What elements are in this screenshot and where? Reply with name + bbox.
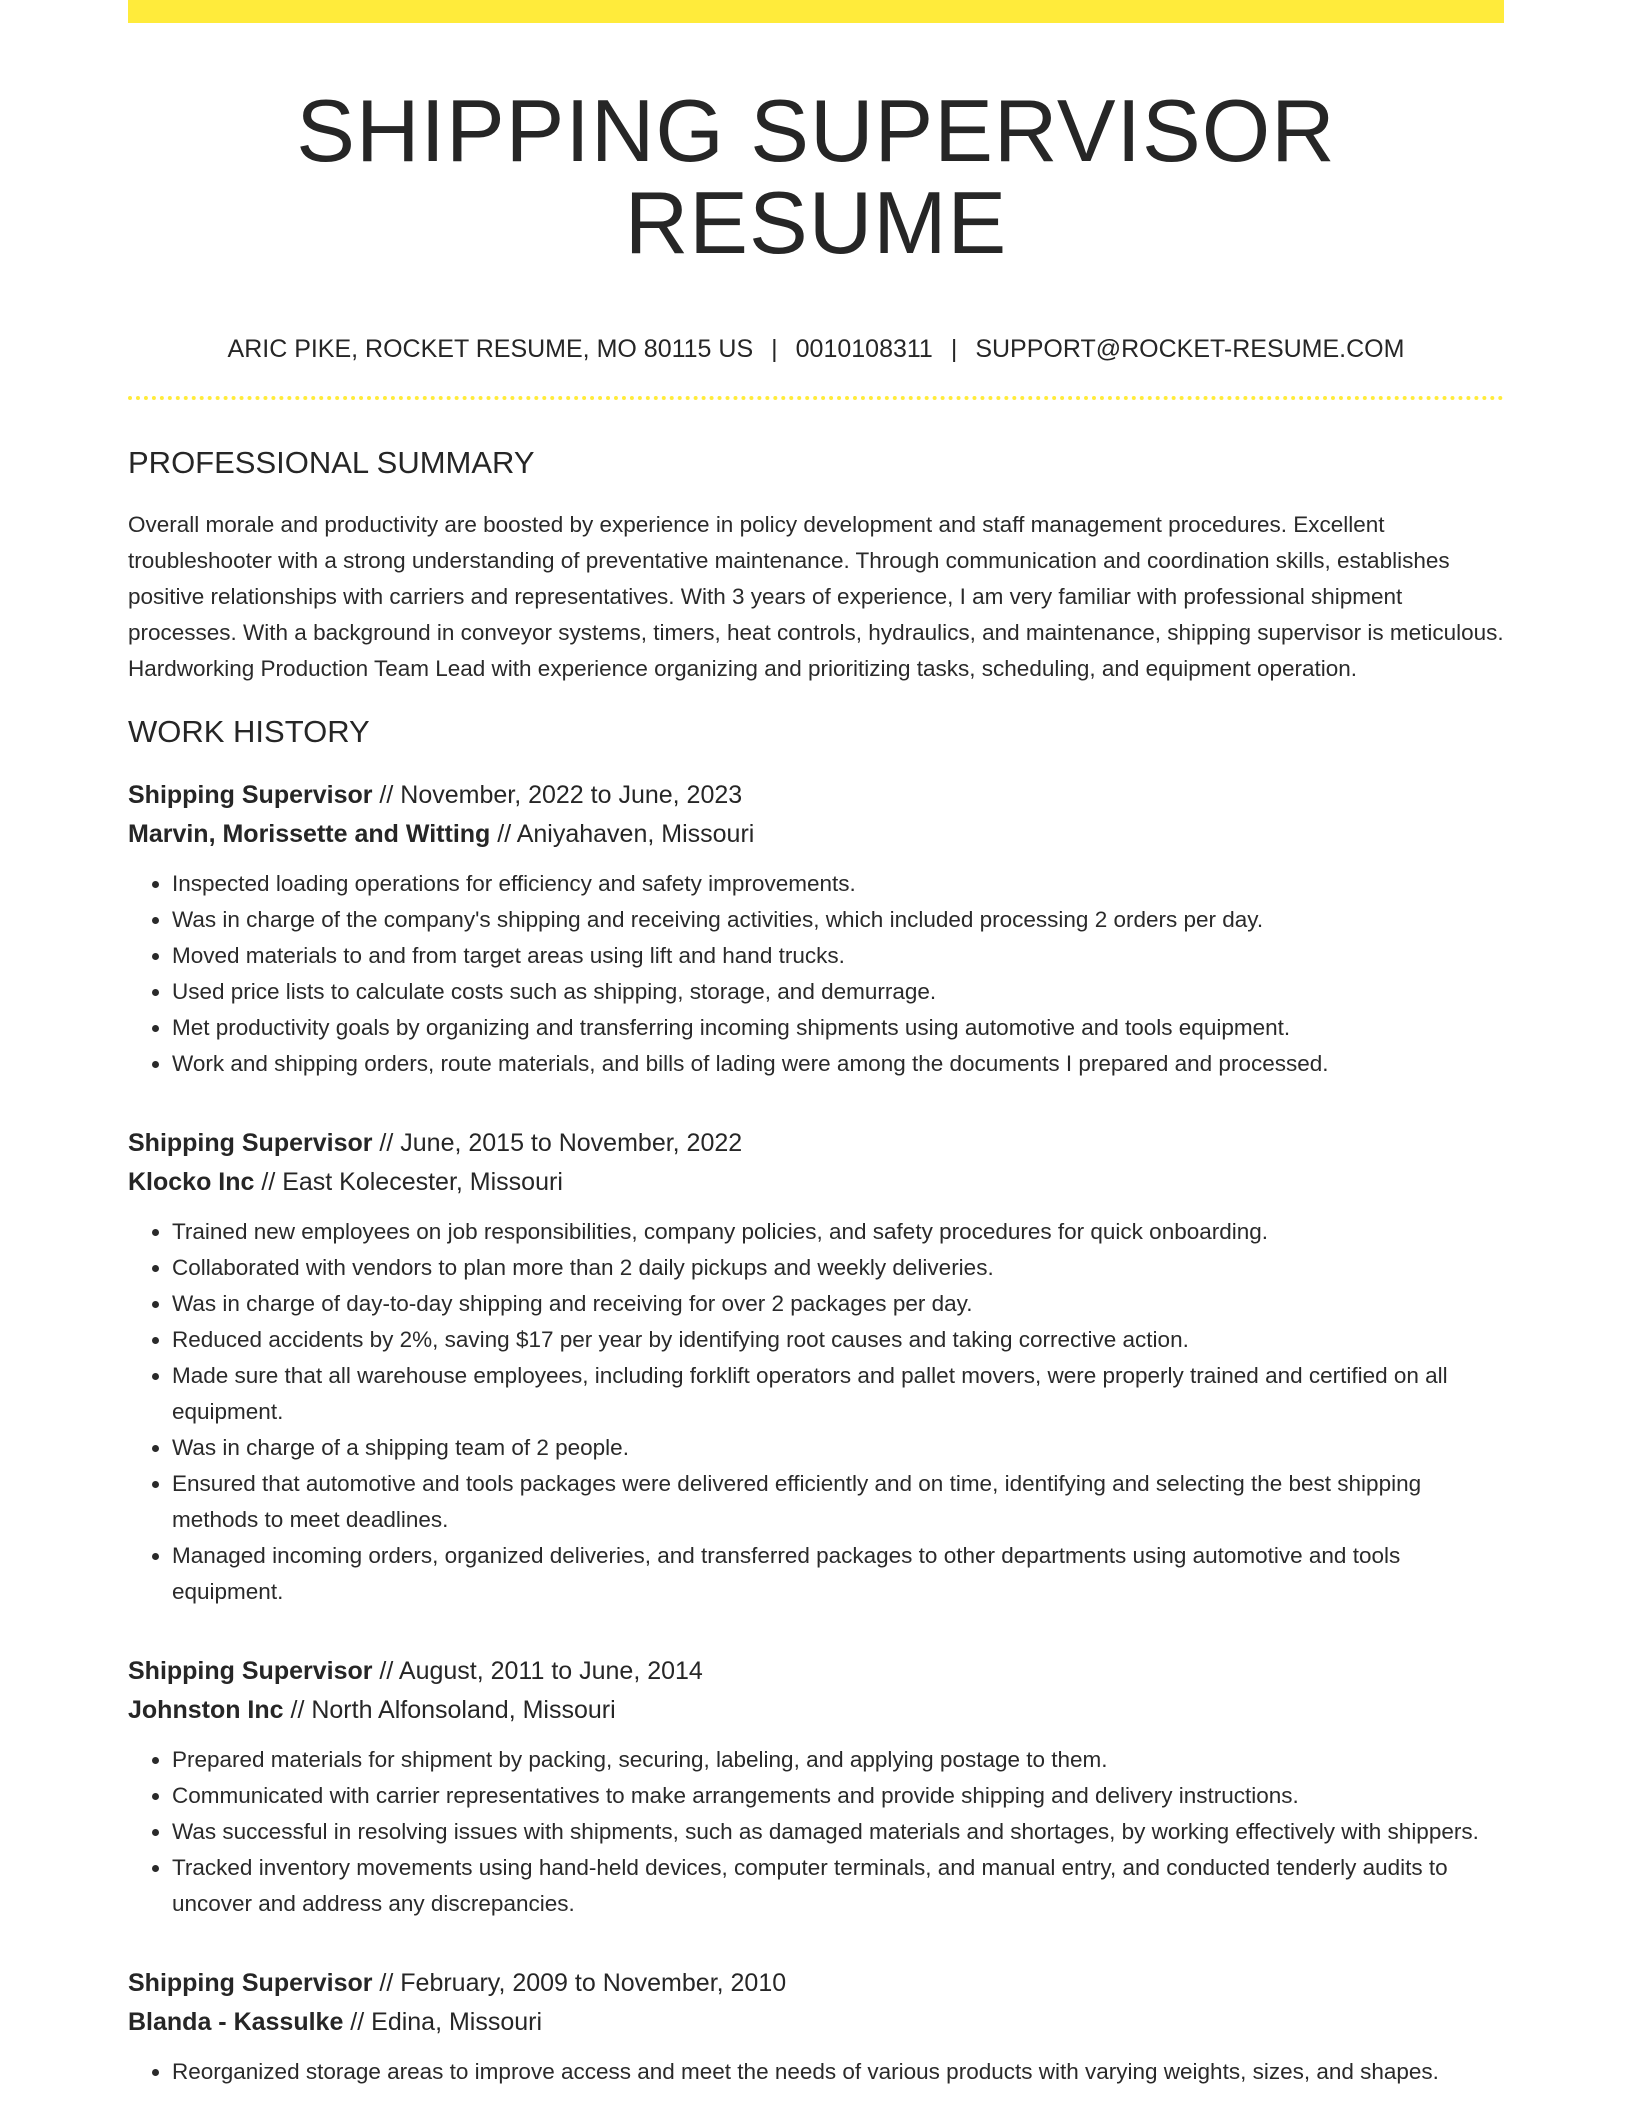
contact-address: ARIC PIKE, ROCKET RESUME, MO 80115 US (227, 334, 754, 363)
job-bullet: • Inspected loading operations for efficiency and safety improvements. (172, 866, 1504, 902)
job-bullet: • Managed incoming orders, organized deliveries, and transferred packages to other departments using automotive and tools equipment. (172, 1538, 1504, 1610)
job-bullet: • Met productivity goals by organizing and transferring incoming shipments using automotive and tools equipment. (172, 1010, 1504, 1046)
job-company: Blanda - Kassulke (128, 2008, 344, 2037)
job-title: Shipping Supervisor (128, 781, 373, 810)
contact-email: SUPPORT@ROCKET-RESUME.COM (975, 334, 1405, 363)
job-bullet: • Was in charge of the company's shipping and receiving activities, which included processing 2 orders per day. (172, 902, 1504, 938)
job-dates: // February, 2009 to November, 2010 (372, 1969, 787, 1998)
job-location: // East Kolecester, Missouri (254, 1168, 563, 1197)
job-company: Klocko Inc (128, 1168, 255, 1197)
job-company: Johnston Inc (128, 1696, 284, 1725)
job-dates: // November, 2022 to June, 2023 (372, 781, 743, 810)
job-bullet: • Reorganized storage areas to improve access and meet the needs of various products with varying weights, sizes, and shapes. (172, 2054, 1504, 2090)
job-bullet: • Reduced accidents by 2%, saving $17 per year by identifying root causes and taking corrective action. (172, 1322, 1504, 1358)
job-company: Marvin, Morissette and Witting (128, 820, 491, 849)
job-entry (128, 1124, 1504, 1610)
job-dates: // June, 2015 to November, 2022 (372, 1129, 743, 1158)
job-company-line (128, 815, 1504, 854)
job-bullet: • Used price lists to calculate costs such as shipping, storage, and demurrage. (172, 974, 1504, 1010)
job-location: // Edina, Missouri (343, 2008, 543, 2037)
job-title-line (128, 1652, 1504, 1691)
job-bullet: • Tracked inventory movements using hand-held devices, computer terminals, and manual entry, and conducted tenderly audits to uncover and address any discrepancies. (172, 1850, 1504, 1922)
job-company-line (128, 1691, 1504, 1730)
job-entry (128, 1964, 1504, 2090)
job-title-line (128, 776, 1504, 815)
job-bullets (128, 2054, 1504, 2090)
summary-text: Overall morale and productivity are boosted by experience in policy development and staff management procedures. Excellent troubleshooter with a strong understanding of preventative maintenance. Through communication and coordination skills, establishes positive relationships with carriers and representatives. With 3 years of experience, I am very familiar with professional shipment processes. With a background in conveyor systems, timers, heat controls, hydraulics, and maintenance, shipping supervisor is meticulous. Hardworking Production Team Lead with experience organizing and prioritizing tasks, scheduling, and equipment operation. (128, 511, 1504, 681)
job-title: Shipping Supervisor (128, 1657, 373, 1686)
job-entry (128, 1652, 1504, 1922)
page-title: SHIPPING SUPERVISOR RESUME (296, 81, 1336, 273)
job-entry (128, 776, 1504, 1082)
dotted-divider (128, 396, 1504, 400)
summary-heading: PROFESSIONAL SUMMARY (128, 444, 535, 480)
job-company-line (128, 2003, 1504, 2042)
work-history-list (128, 776, 1504, 2090)
job-title: Shipping Supervisor (128, 1969, 373, 1998)
job-title-line (128, 1124, 1504, 1163)
job-bullet: • Prepared materials for shipment by packing, securing, labeling, and applying postage to them. (172, 1742, 1504, 1778)
accent-top-bar (128, 0, 1504, 23)
resume-page (128, 0, 1504, 2090)
job-bullet: • Work and shipping orders, route materials, and bills of lading were among the documents I prepared and processed. (172, 1046, 1504, 1082)
job-bullet: • Moved materials to and from target areas using lift and hand trucks. (172, 938, 1504, 974)
contact-separator: | (771, 334, 778, 363)
job-bullet: • Made sure that all warehouse employees, including forklift operators and pallet movers, were properly trained and certified on all equipment. (172, 1358, 1504, 1430)
work-history-heading: WORK HISTORY (128, 713, 370, 749)
job-location: // North Alfonsoland, Missouri (283, 1696, 616, 1725)
job-bullet: • Communicated with carrier representatives to make arrangements and provide shipping and delivery instructions. (172, 1778, 1504, 1814)
job-location: // Aniyahaven, Missouri (490, 820, 755, 849)
job-bullets (128, 1742, 1504, 1922)
contact-separator: | (950, 334, 958, 363)
job-bullet: • Ensured that automotive and tools packages were delivered efficiently and on time, identifying and selecting the best shipping methods to meet deadlines. (172, 1466, 1504, 1538)
job-bullet: • Was in charge of a shipping team of 2 people. (172, 1430, 1504, 1466)
job-company-line (128, 1163, 1504, 1202)
job-bullet: • Was in charge of day-to-day shipping and receiving for over 2 packages per day. (172, 1286, 1504, 1322)
job-dates: // August, 2011 to June, 2014 (372, 1657, 703, 1686)
job-title-line (128, 1964, 1504, 2003)
contact-line (128, 334, 1504, 364)
job-bullet: • Was successful in resolving issues with shipments, such as damaged materials and shortages, by working effectively with shippers. (172, 1814, 1504, 1850)
job-bullet: • Trained new employees on job responsibilities, company policies, and safety procedures for quick onboarding. (172, 1214, 1504, 1250)
job-bullets (128, 1214, 1504, 1610)
contact-phone: 0010108311 (795, 334, 933, 363)
job-title: Shipping Supervisor (128, 1129, 373, 1158)
job-bullets (128, 866, 1504, 1082)
job-bullet: • Collaborated with vendors to plan more than 2 daily pickups and weekly deliveries. (172, 1250, 1504, 1286)
